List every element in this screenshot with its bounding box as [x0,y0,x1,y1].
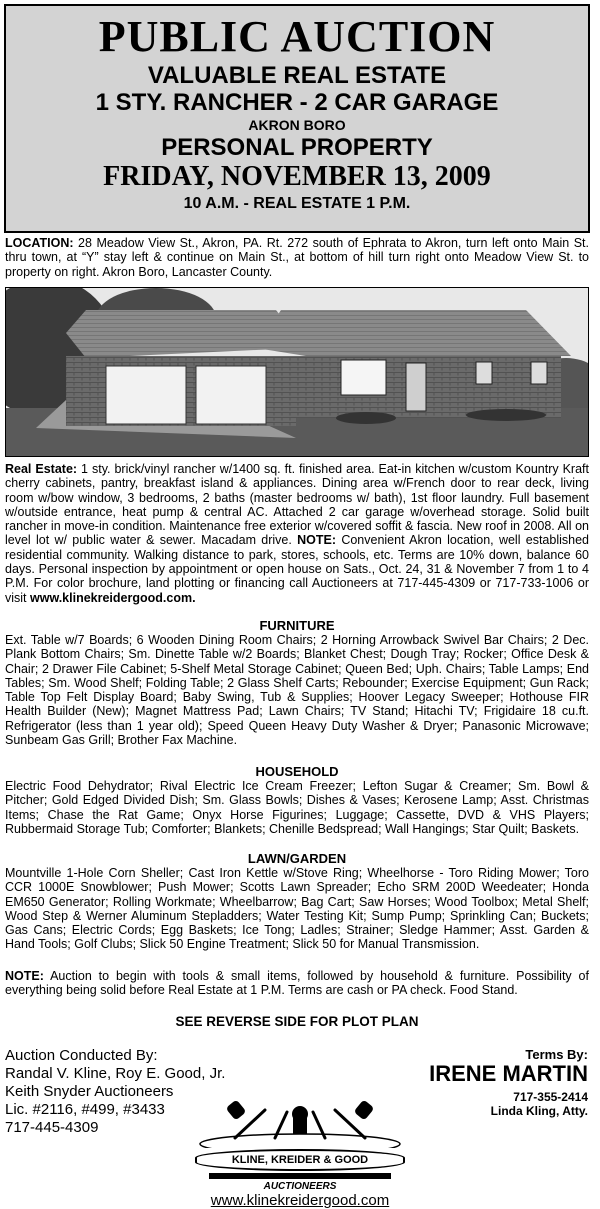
auctioneer-company: Keith Snyder Auctioneers [5,1083,174,1100]
auction-date: FRIDAY, NOVEMBER 13, 2009 [103,161,491,192]
auction-note-label: NOTE: [5,969,44,983]
terms-label: Terms By: [525,1047,588,1062]
owner-phone: 717-355-2414 [513,1090,588,1104]
furniture-heading: FURNITURE [259,618,335,633]
lawn-garden-heading: LAWN/GARDEN [247,851,347,866]
reverse-side-notice: SEE REVERSE SIDE FOR PLOT PLAN [175,1014,419,1029]
subtitle-rancher: 1 STY. RANCHER - 2 CAR GARAGE [95,89,499,116]
lawn-garden-list: Mountville 1-Hole Corn Sheller; Cast Iron Kettle w/Stove Ring; Wheelhorse - Toro Riding Mower; Toro CCR 1000E Snowblower; Push Mower; Scotts Lawn Spreader; Echo SRM 200D Weedeater; Honda EM650 Generator; Rolling Workmate; Wheelbarrow; Bag Cart; Saw Horses; Wood Toolbox; Metal Shelf; Wood Step & Werner Aluminum Stepladders; Water Testing Kit; Sump Pump; Sprinkling Can; Buckets; Gas Cans; Electric Cords; Egg Baskets; Ice Tong; Ladles; Strainer; Sledge Hammer; Asst. Garden & Hand Tools; Golf Clubs; Slick 50 Engine Treatment; Slick 50 for Manual Transmission. [5,866,589,952]
real-estate-text: 1 sty. brick/vinyl rancher w/1400 sq. ft. finished area. Eat-in kitchen w/custom Kountry Kraft cherry cabinets, pantry, breakfast island & appliances. Dining area w/French door to rear deck, living room w/bow window, 3 bedrooms, 2 baths (master bedrooms w/ bath), 1st floor laundry. Full basement w/outside entrance, heat pump & central AC. Attached 2 car garage w/overhead storage. Solid built rancher in move-in condition. Maintenance free exterior w/covered soffit & fascia. New roof in 2008. All on level lot w/ public water & sewer. Macadam drive. [5,462,589,548]
website-link[interactable]: www.klinekreidergood.com. [30,590,196,605]
furniture-list: Ext. Table w/7 Boards; 6 Wooden Dining Room Chairs; 2 Horning Arrowback Swivel Bar Chairs; 2 Dec. Plank Bottom Chairs; Sm. Dinette Table w/2 Boards; Blanket Chest; Dough Tray; Rocker; Office Desk & Chair; 2 Drawer File Cabinet; 5-Shelf Metal Storage Cabinet; Queen Bed; Uph. Chairs; Table Lamps; End Tables; Sm. Wood Shelf; Folding Table; 2 Glass Shelf Carts; Rebounder; Exercise Equipment; Gun Rack; Table Top Felt Display Board; Baby Swing, Tub & Supplies; Hoover Legacy Sweeper; Hothouse FIR Health Builder (New); Magnet Mattress Pad; Lawn Chairs; TV Stand; Hitachi TV; Frigidaire 18 cu.ft. Refrigerator (less than 1 year old); Speed Queen Heavy Duty Washer & Dryer; Panasonic Microwave; Sunbeam Gas Grill; Brother Fax Machine. [5,633,589,748]
location-paragraph [5,236,589,279]
logo-subtitle: AUCTIONEERS [263,1181,337,1192]
household-list: Electric Food Dehydrator; Rival Electric Ice Cream Freezer; Lefton Sugar & Creamer; Sm. Bowl & Pitcher; Gold Edged Divided Dish; Sm. Glass Bowls; Dishes & Vases; Kerosene Lamp; Asst. Christmas Items; Chase the Rat Game; Onyx Horse Figurines; Luggage; Cassette, DVD & VHS Players; Rubbermaid Storage Tub; Comforter; Blankets; Chenille Bedspread; Wall Hangings; Star Quilt; Baskets. [5,779,589,836]
logo-company-name: KLINE, KREIDER & GOOD [195,1149,405,1171]
subtitle-real-estate: VALUABLE REAL ESTATE [147,62,447,89]
auctioneer-names: Randal V. Kline, Roy E. Good, Jr. [5,1065,226,1082]
household-heading: HOUSEHOLD [255,764,339,779]
location-text: 28 Meadow View St., Akron, PA. Rt. 272 south of Ephrata to Akron, turn left onto Main St. thru town, at “Y” stay left & continue on Main St., at bottom of hill turn right onto Meadow View St. to property on right. Akron Boro, Lancaster County. [5,236,589,279]
subtitle-boro: AKRON BORO [248,117,346,133]
real-estate-label: Real Estate: [5,462,78,476]
auctioneer-phone: 717-445-4309 [5,1119,99,1136]
note-label: NOTE: [297,533,337,548]
terms-block [429,1047,588,1118]
location-label: LOCATION: [5,236,74,250]
auction-note [5,969,589,998]
house-photo [5,287,589,457]
attorney-name: Linda Kling, Atty. [490,1104,588,1118]
note-text: Convenient Akron location, well established residential community. Walking distance to park, stores, schools, etc. Terms are 10% down, balance 60 days. Personal inspection by appointment or open house on Sats., Oct. 24, 31 & November 7 from 1 to 4 P.M. For color brochure, land plotting or financing call Auctioneers at 717-445-4309 or 717-733-1006 or visit [5,533,589,605]
license-numbers: Lic. #2116, #499, #3433 [5,1101,165,1118]
owner-name: IRENE MARTIN [429,1061,588,1086]
logo-divider [209,1173,391,1179]
auction-conducted-by [5,1047,225,1137]
real-estate-paragraph [5,462,589,605]
auction-header [4,4,590,233]
company-website-link[interactable]: www.klinekreidergood.com [210,1192,390,1209]
company-logo [195,1100,405,1209]
conducted-label: Auction Conducted By: [5,1047,158,1064]
gavels-icon [195,1100,405,1148]
auction-note-text: Auction to begin with tools & small items, followed by household & furniture. Possibility of everything being solid before Real Estate at 1 P.M. Terms are cash or PA check. Food Stand. [5,969,589,998]
page-title: PUBLIC AUCTION [98,12,496,61]
auction-time: 10 A.M. - REAL ESTATE 1 P.M. [183,195,411,212]
subtitle-personal-property: PERSONAL PROPERTY [161,134,433,161]
